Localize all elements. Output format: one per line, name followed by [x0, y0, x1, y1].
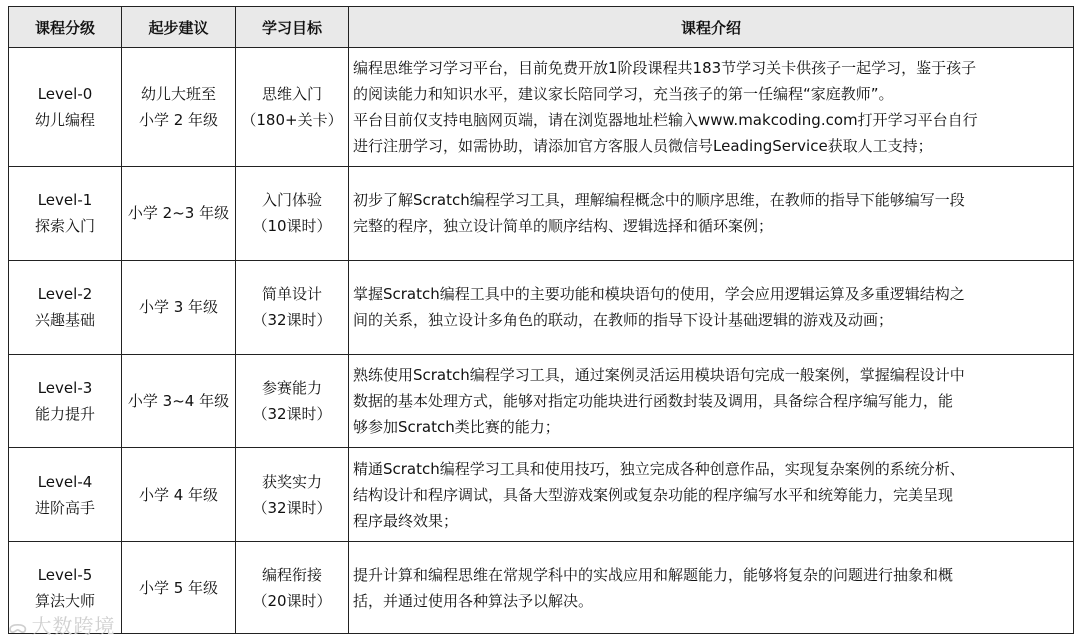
grade-line: 幼儿大班至 [140, 85, 216, 103]
watermark [8, 610, 115, 639]
grade-line: 小学 3 年级 [138, 298, 219, 317]
intro-cell [349, 260, 1074, 354]
goal-cell [236, 260, 349, 354]
goal-cell [236, 48, 349, 167]
intro-cell [349, 542, 1074, 634]
level-name: 进阶高手 [34, 498, 95, 517]
table-row [9, 167, 1074, 261]
table-row [9, 448, 1074, 542]
intro-line: 掌握Scratch编程工具中的主要功能和模块语句的使用，学会应用逻辑运算及多重逻辑结构之 [353, 285, 965, 304]
intro-line: 间的关系，独立设计多角色的联动，在教师的指导下设计基础逻辑的游戏及动画； [353, 311, 894, 330]
table-row [9, 354, 1074, 448]
header-row [9, 7, 1074, 48]
intro-cell [349, 354, 1074, 448]
intro-line: 熟练使用Scratch编程学习工具，通过案例灵活运用模块语句完成一般案例，掌握编程设计中 [353, 365, 965, 384]
intro-line: 提升计算和编程思维在常规学科中的实战应用和解题能力，能够将复杂的问题进行抽象和概 [353, 565, 954, 584]
grade-line: 小学 3~4 年级 [127, 391, 230, 410]
intro-line: 完整的程序，独立设计简单的顺序结构、逻辑选择和循环案例； [353, 217, 774, 236]
grade-cell [122, 260, 236, 354]
grade-cell [122, 448, 236, 542]
level-name: 能力提升 [34, 404, 95, 423]
level-code: Level-3 [37, 378, 93, 397]
goal-detail: （32课时） [252, 404, 332, 423]
goal-cell [236, 542, 349, 634]
level-code: Level-1 [37, 191, 93, 210]
header-grade: 起步建议 [122, 7, 236, 48]
goal-cell [236, 448, 349, 542]
level-cell [9, 354, 122, 448]
goal-cell [236, 167, 349, 261]
intro-line: 括，并通过使用各种算法予以解决。 [353, 591, 594, 610]
header-intro: 课程介绍 [349, 7, 1074, 48]
grade-cell [122, 48, 236, 167]
grade-cell [122, 167, 236, 261]
intro-cell [349, 448, 1074, 542]
grade-line: 小学 2 年级 [138, 111, 219, 129]
goal-title: 思维入门 [261, 85, 322, 103]
goal-detail: （20课时） [252, 591, 332, 610]
grade-cell [122, 542, 236, 634]
goal-title: 简单设计 [261, 285, 322, 304]
level-name: 算法大师 [34, 591, 95, 610]
goal-title: 编程衔接 [261, 565, 322, 584]
level-code: Level-4 [37, 472, 93, 491]
level-name: 兴趣基础 [34, 311, 95, 330]
level-cell [9, 448, 122, 542]
intro-line: 进行注册学习，如需协助，请添加官方客服人员微信号LeadingService获取人工支持； [353, 137, 933, 155]
level-code: Level-2 [37, 285, 93, 304]
goal-detail: （32课时） [252, 311, 332, 330]
intro-line: 的阅读能力和知识水平，建议家长陪同学习，充当孩子的第一任编程“家庭教师”。 [353, 85, 894, 103]
header-goal: 学习目标 [236, 7, 349, 48]
intro-line: 数据的基本处理方式，能够对指定功能块进行函数封装及调用，具备综合程序编写能力，能 [353, 391, 954, 410]
table-row [9, 260, 1074, 354]
intro-line: 程序最终效果； [353, 511, 459, 530]
level-cell [9, 260, 122, 354]
intro-line: 精通Scratch编程学习工具和使用技巧，独立完成各种创意作品，实现复杂案例的系统分析、 [353, 459, 965, 478]
intro-line: 平台目前仅支持电脑网页端，请在浏览器地址栏输入www.makcoding.com打开学习平台自行 [353, 111, 978, 129]
watermark-text: 大数跨境 [31, 614, 116, 638]
grade-line: 小学 2~3 年级 [127, 204, 230, 223]
level-name: 探索入门 [34, 217, 95, 236]
level-name: 幼儿编程 [34, 111, 95, 129]
course-table [8, 6, 1074, 634]
goal-detail: （10课时） [252, 217, 332, 236]
goal-title: 获奖实力 [261, 472, 322, 491]
intro-line: 编程思维学习学习平台，目前免费开放1阶段课程共183节学习关卡供孩子一起学习，鉴于孩子 [353, 59, 977, 77]
intro-cell [349, 48, 1074, 167]
goal-title: 参赛能力 [261, 378, 322, 397]
bubble-logo-icon: ᯅ [8, 617, 29, 638]
grade-cell [122, 354, 236, 448]
table-row [9, 48, 1074, 167]
intro-line: 结构设计和程序调试，具备大型游戏案例或复杂功能的程序编写水平和统筹能力，完美呈现 [353, 485, 954, 504]
table-row [9, 542, 1074, 634]
intro-line: 初步了解Scratch编程学习工具，理解编程概念中的顺序思维，在教师的指导下能够编写一段 [353, 191, 965, 210]
goal-cell [236, 354, 349, 448]
level-code: Level-0 [37, 85, 93, 103]
level-code: Level-5 [37, 565, 93, 584]
goal-detail: （32课时） [252, 498, 332, 517]
goal-detail: （180+关卡） [241, 111, 343, 129]
level-cell [9, 167, 122, 261]
grade-line: 小学 5 年级 [138, 578, 219, 597]
level-cell [9, 48, 122, 167]
grade-line: 小学 4 年级 [138, 485, 219, 504]
goal-title: 入门体验 [261, 191, 322, 210]
intro-line: 够参加Scratch类比赛的能力； [353, 417, 560, 436]
header-level: 课程分级 [9, 7, 122, 48]
intro-cell [349, 167, 1074, 261]
